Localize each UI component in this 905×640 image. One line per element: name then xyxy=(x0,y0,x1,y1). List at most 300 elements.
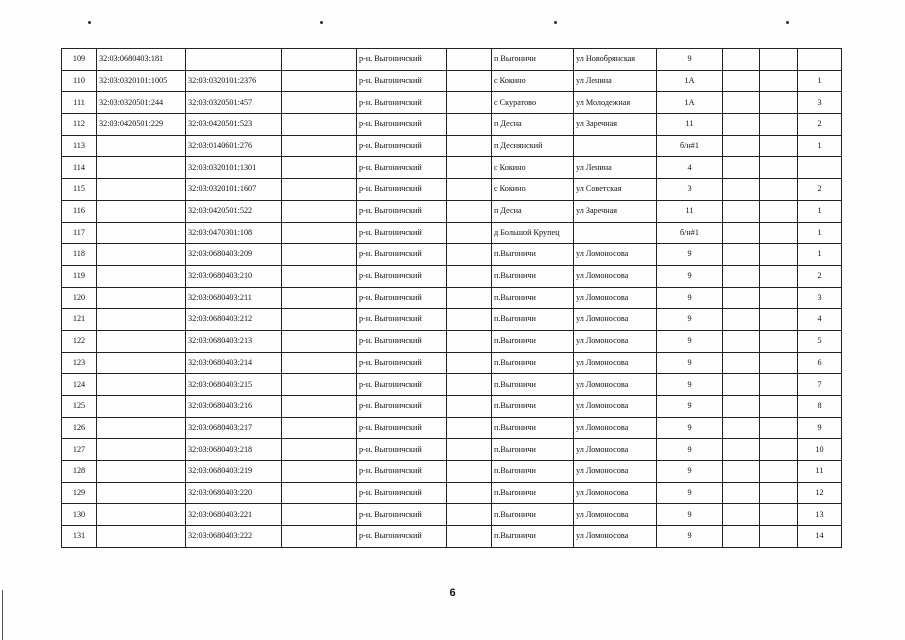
cell-cad2: 32:03:0680403:215 xyxy=(186,374,282,396)
cell-house: 9 xyxy=(657,374,723,396)
cell-cad2: 32:03:0680403:210 xyxy=(186,265,282,287)
cell-house: 9 xyxy=(657,330,723,352)
cell-last: 8 xyxy=(798,396,842,418)
cell-empty xyxy=(447,179,492,201)
cell-last: 11 xyxy=(798,461,842,483)
cell-cad2: 32:03:0680403:211 xyxy=(186,287,282,309)
cell-empty xyxy=(760,287,798,309)
cell-empty xyxy=(760,265,798,287)
cell-street: ул Ломоносова xyxy=(574,352,657,374)
cell-empty xyxy=(282,135,357,157)
cell-empty xyxy=(282,309,357,331)
cell-empty xyxy=(760,504,798,526)
cell-empty xyxy=(760,135,798,157)
cell-empty xyxy=(447,309,492,331)
cell-street: ул Ленина xyxy=(574,157,657,179)
cell-district: р-н. Выгоничский xyxy=(357,330,447,352)
cell-district: р-н. Выгоничский xyxy=(357,526,447,548)
cell-street: ул Ломоносова xyxy=(574,482,657,504)
cell-house: 9 xyxy=(657,396,723,418)
cell-district: р-н. Выгоничский xyxy=(357,374,447,396)
cell-empty xyxy=(760,179,798,201)
cell-settlement: п.Выгоничи xyxy=(492,265,574,287)
cell-house: 1А xyxy=(657,92,723,114)
cell-empty xyxy=(723,114,760,136)
table-row xyxy=(62,244,842,266)
cell-last: 2 xyxy=(798,114,842,136)
table-row xyxy=(62,417,842,439)
cell-street: ул Ломоносова xyxy=(574,396,657,418)
cell-n: 120 xyxy=(62,287,97,309)
cell-empty xyxy=(282,157,357,179)
cell-empty xyxy=(723,49,760,71)
cell-empty xyxy=(282,287,357,309)
cell-cad2: 32:03:0420501:523 xyxy=(186,114,282,136)
table-row xyxy=(62,92,842,114)
cell-empty xyxy=(723,222,760,244)
cell-street: ул Новобрянская xyxy=(574,49,657,71)
cell-house: 9 xyxy=(657,526,723,548)
cell-n: 117 xyxy=(62,222,97,244)
cell-empty xyxy=(723,265,760,287)
cell-cad1 xyxy=(97,157,186,179)
cell-n: 127 xyxy=(62,439,97,461)
cell-cad1 xyxy=(97,309,186,331)
cell-empty xyxy=(760,526,798,548)
cell-n: 115 xyxy=(62,179,97,201)
cell-cad2: 32:03:0320101:1301 xyxy=(186,157,282,179)
cell-house: 3 xyxy=(657,179,723,201)
cell-district: р-н. Выгоничский xyxy=(357,114,447,136)
cell-n: 126 xyxy=(62,417,97,439)
cell-empty xyxy=(447,200,492,222)
cell-district: р-н. Выгоничский xyxy=(357,504,447,526)
cell-empty xyxy=(723,439,760,461)
cell-cad1 xyxy=(97,396,186,418)
cell-empty xyxy=(760,114,798,136)
cell-cad1: 32:03:0420501:229 xyxy=(97,114,186,136)
cell-cad2: 32:03:0680403:213 xyxy=(186,330,282,352)
cell-cad2: 32:03:0470301:108 xyxy=(186,222,282,244)
cell-settlement: п.Выгоничи xyxy=(492,417,574,439)
cell-n: 114 xyxy=(62,157,97,179)
cell-empty xyxy=(447,461,492,483)
cell-empty xyxy=(447,526,492,548)
cell-district: р-н. Выгоничский xyxy=(357,439,447,461)
cell-n: 122 xyxy=(62,330,97,352)
cell-empty xyxy=(723,92,760,114)
cell-cad1 xyxy=(97,135,186,157)
cell-empty xyxy=(447,222,492,244)
cell-empty xyxy=(723,352,760,374)
cell-house: 9 xyxy=(657,265,723,287)
cell-street: ул Ломоносова xyxy=(574,244,657,266)
cell-settlement: п.Выгоничи xyxy=(492,309,574,331)
cell-district: р-н. Выгоничский xyxy=(357,482,447,504)
cell-cad2: 32:03:0680403:209 xyxy=(186,244,282,266)
cell-street xyxy=(574,135,657,157)
cell-house: 9 xyxy=(657,417,723,439)
cell-empty xyxy=(447,439,492,461)
cell-last: 3 xyxy=(798,92,842,114)
cell-district: р-н. Выгоничский xyxy=(357,352,447,374)
cell-n: 119 xyxy=(62,265,97,287)
cell-empty xyxy=(447,352,492,374)
table-row xyxy=(62,309,842,331)
cell-last: 1 xyxy=(798,222,842,244)
cell-district: р-н. Выгоничский xyxy=(357,396,447,418)
cell-cad2 xyxy=(186,49,282,71)
cell-cad1: 32:03:0320101:1005 xyxy=(97,70,186,92)
cell-empty xyxy=(723,396,760,418)
cell-cad1: 32:03:0680403:181 xyxy=(97,49,186,71)
cell-house: 9 xyxy=(657,309,723,331)
cell-empty xyxy=(760,309,798,331)
cell-empty xyxy=(447,244,492,266)
cell-street: ул Ломоносова xyxy=(574,526,657,548)
cell-n: 125 xyxy=(62,396,97,418)
cell-last: 4 xyxy=(798,309,842,331)
cell-empty xyxy=(282,482,357,504)
cell-cad2: 32:03:0680403:221 xyxy=(186,504,282,526)
cell-settlement: с Кокино xyxy=(492,157,574,179)
cell-house: 11 xyxy=(657,114,723,136)
cell-district: р-н. Выгоничский xyxy=(357,309,447,331)
cell-settlement: п.Выгоничи xyxy=(492,374,574,396)
cell-settlement: п Выгоничи xyxy=(492,49,574,71)
table-row xyxy=(62,374,842,396)
cell-settlement: п.Выгоничи xyxy=(492,439,574,461)
cell-street: ул Ломоносова xyxy=(574,461,657,483)
cell-empty xyxy=(282,526,357,548)
cell-last: 1 xyxy=(798,244,842,266)
page-number: 6 xyxy=(449,587,456,599)
cell-house: 9 xyxy=(657,244,723,266)
cell-cad2: 32:03:0680403:216 xyxy=(186,396,282,418)
cell-district: р-н. Выгоничский xyxy=(357,200,447,222)
cell-cad2: 32:03:0140601:276 xyxy=(186,135,282,157)
cell-street: ул Ломоносова xyxy=(574,309,657,331)
cell-empty xyxy=(723,330,760,352)
cell-settlement: п Десна xyxy=(492,200,574,222)
cell-empty xyxy=(282,244,357,266)
cell-settlement: п Десна xyxy=(492,114,574,136)
cell-empty xyxy=(282,439,357,461)
cell-last: 1 xyxy=(798,200,842,222)
cell-district: р-н. Выгоничский xyxy=(357,222,447,244)
cell-empty xyxy=(723,417,760,439)
cell-empty xyxy=(760,439,798,461)
cell-street: ул Ломоносова xyxy=(574,504,657,526)
cell-empty xyxy=(447,135,492,157)
cell-empty xyxy=(760,396,798,418)
cell-street: ул Заречная xyxy=(574,200,657,222)
cell-street: ул Молодежная xyxy=(574,92,657,114)
cell-empty xyxy=(447,49,492,71)
cell-cad2: 32:03:0320501:457 xyxy=(186,92,282,114)
cell-n: 109 xyxy=(62,49,97,71)
cell-settlement: с Кокино xyxy=(492,70,574,92)
table-row xyxy=(62,396,842,418)
cell-cad1 xyxy=(97,461,186,483)
cell-last xyxy=(798,157,842,179)
cell-empty xyxy=(282,352,357,374)
table-body xyxy=(62,49,842,548)
cell-empty xyxy=(282,92,357,114)
cell-empty xyxy=(723,526,760,548)
cell-last: 5 xyxy=(798,330,842,352)
cell-empty xyxy=(447,265,492,287)
table-row xyxy=(62,482,842,504)
cell-empty xyxy=(282,200,357,222)
cell-district: р-н. Выгоничский xyxy=(357,135,447,157)
table-row xyxy=(62,49,842,71)
cell-district: р-н. Выгоничский xyxy=(357,92,447,114)
cell-cad2: 32:03:0320101:1607 xyxy=(186,179,282,201)
cell-cad1 xyxy=(97,352,186,374)
cell-cad1 xyxy=(97,200,186,222)
cell-empty xyxy=(723,374,760,396)
cell-last: 1 xyxy=(798,70,842,92)
cell-house: 11 xyxy=(657,200,723,222)
cell-empty xyxy=(282,417,357,439)
cell-empty xyxy=(723,200,760,222)
cell-empty xyxy=(282,222,357,244)
cell-last: 6 xyxy=(798,352,842,374)
cell-cad1 xyxy=(97,439,186,461)
cell-empty xyxy=(447,417,492,439)
cell-n: 113 xyxy=(62,135,97,157)
cell-district: р-н. Выгоничский xyxy=(357,461,447,483)
cell-empty xyxy=(760,92,798,114)
cell-settlement: с Скуратово xyxy=(492,92,574,114)
cell-district: р-н. Выгоничский xyxy=(357,70,447,92)
cell-empty xyxy=(760,374,798,396)
cell-empty xyxy=(760,417,798,439)
cell-street xyxy=(574,222,657,244)
cell-cad1 xyxy=(97,287,186,309)
cell-n: 112 xyxy=(62,114,97,136)
cell-house: 9 xyxy=(657,352,723,374)
cell-last: 3 xyxy=(798,287,842,309)
scan-dot xyxy=(786,21,789,24)
cell-empty xyxy=(760,352,798,374)
cell-house: 9 xyxy=(657,439,723,461)
cell-settlement: с Кокино xyxy=(492,179,574,201)
cell-empty xyxy=(447,374,492,396)
cell-empty xyxy=(282,114,357,136)
scan-dot xyxy=(554,21,557,24)
cell-n: 131 xyxy=(62,526,97,548)
cell-n: 111 xyxy=(62,92,97,114)
table-row xyxy=(62,114,842,136)
cell-cad2: 32:03:0320101:2376 xyxy=(186,70,282,92)
cell-empty xyxy=(723,482,760,504)
cell-empty xyxy=(447,114,492,136)
table-row xyxy=(62,526,842,548)
cell-empty xyxy=(282,461,357,483)
cell-district: р-н. Выгоничский xyxy=(357,179,447,201)
cell-empty xyxy=(760,70,798,92)
cell-cad1 xyxy=(97,482,186,504)
table-row xyxy=(62,265,842,287)
cell-house: 9 xyxy=(657,504,723,526)
cell-empty xyxy=(760,222,798,244)
cell-empty xyxy=(723,504,760,526)
cell-last: 1 xyxy=(798,135,842,157)
cell-empty xyxy=(723,461,760,483)
table-row xyxy=(62,157,842,179)
cell-last: 2 xyxy=(798,179,842,201)
cell-empty xyxy=(447,70,492,92)
cell-cad2: 32:03:0420501:522 xyxy=(186,200,282,222)
cell-empty xyxy=(760,330,798,352)
cell-street: ул Ломоносова xyxy=(574,439,657,461)
cell-empty xyxy=(282,504,357,526)
cell-cad1 xyxy=(97,374,186,396)
cell-settlement: п.Выгоничи xyxy=(492,396,574,418)
cell-empty xyxy=(447,504,492,526)
cell-cad1 xyxy=(97,179,186,201)
cell-street: ул Ломоносова xyxy=(574,265,657,287)
cell-house: 1А xyxy=(657,70,723,92)
cell-cad1 xyxy=(97,244,186,266)
cell-last: 12 xyxy=(798,482,842,504)
cell-house: 9 xyxy=(657,482,723,504)
table-row xyxy=(62,70,842,92)
table-row xyxy=(62,504,842,526)
cell-settlement: п.Выгоничи xyxy=(492,526,574,548)
cell-last: 9 xyxy=(798,417,842,439)
cell-district: р-н. Выгоничский xyxy=(357,287,447,309)
cell-cad2: 32:03:0680403:220 xyxy=(186,482,282,504)
cell-house: б/н#1 xyxy=(657,222,723,244)
cell-n: 124 xyxy=(62,374,97,396)
cell-empty xyxy=(723,244,760,266)
cell-empty xyxy=(282,374,357,396)
cell-settlement: п.Выгоничи xyxy=(492,352,574,374)
cell-empty xyxy=(447,287,492,309)
cell-street: ул Советская xyxy=(574,179,657,201)
cell-empty xyxy=(447,396,492,418)
cell-empty xyxy=(723,70,760,92)
table-row xyxy=(62,135,842,157)
cell-settlement: п.Выгоничи xyxy=(492,287,574,309)
table-row xyxy=(62,222,842,244)
cell-settlement: п Деснянский xyxy=(492,135,574,157)
cell-last: 13 xyxy=(798,504,842,526)
cell-settlement: п.Выгоничи xyxy=(492,461,574,483)
cell-empty xyxy=(447,92,492,114)
cell-cad2: 32:03:0680403:222 xyxy=(186,526,282,548)
cell-street: ул Ломоносова xyxy=(574,417,657,439)
cell-district: р-н. Выгоничский xyxy=(357,265,447,287)
cell-cad2: 32:03:0680403:218 xyxy=(186,439,282,461)
cell-empty xyxy=(282,49,357,71)
cell-street: ул Ломоносова xyxy=(574,330,657,352)
table-row xyxy=(62,352,842,374)
scan-dot xyxy=(320,21,323,24)
cell-settlement: д Большой Крупец xyxy=(492,222,574,244)
table-row xyxy=(62,287,842,309)
table-row xyxy=(62,179,842,201)
cell-n: 123 xyxy=(62,352,97,374)
cell-n: 130 xyxy=(62,504,97,526)
cell-empty xyxy=(447,330,492,352)
cell-empty xyxy=(282,330,357,352)
cell-street: ул Заречная xyxy=(574,114,657,136)
cell-house: 9 xyxy=(657,461,723,483)
cell-empty xyxy=(282,265,357,287)
cell-last: 10 xyxy=(798,439,842,461)
cell-settlement: п.Выгоничи xyxy=(492,504,574,526)
cell-last: 2 xyxy=(798,265,842,287)
cell-cad1 xyxy=(97,265,186,287)
cell-empty xyxy=(760,244,798,266)
cell-settlement: п.Выгоничи xyxy=(492,244,574,266)
table-row xyxy=(62,200,842,222)
cell-empty xyxy=(447,157,492,179)
cell-house: б/н#1 xyxy=(657,135,723,157)
scan-dot xyxy=(88,21,91,24)
cell-empty xyxy=(723,179,760,201)
cell-last xyxy=(798,49,842,71)
cell-street: ул Ломоносова xyxy=(574,374,657,396)
cell-district: р-н. Выгоничский xyxy=(357,49,447,71)
cell-n: 121 xyxy=(62,309,97,331)
cell-empty xyxy=(282,70,357,92)
cell-cad2: 32:03:0680403:219 xyxy=(186,461,282,483)
cell-cad1 xyxy=(97,526,186,548)
cell-n: 129 xyxy=(62,482,97,504)
cell-street: ул Ленина xyxy=(574,70,657,92)
cell-settlement: п.Выгоничи xyxy=(492,330,574,352)
cell-house: 4 xyxy=(657,157,723,179)
cell-district: р-н. Выгоничский xyxy=(357,157,447,179)
cell-empty xyxy=(760,157,798,179)
cell-cad2: 32:03:0680403:217 xyxy=(186,417,282,439)
cell-empty xyxy=(447,482,492,504)
cell-empty xyxy=(282,396,357,418)
table-row xyxy=(62,439,842,461)
cell-empty xyxy=(760,482,798,504)
cell-empty xyxy=(723,309,760,331)
cell-cad1 xyxy=(97,504,186,526)
cell-cad1 xyxy=(97,330,186,352)
table-row xyxy=(62,461,842,483)
cell-cad2: 32:03:0680403:212 xyxy=(186,309,282,331)
table-row xyxy=(62,330,842,352)
cell-district: р-н. Выгоничский xyxy=(357,417,447,439)
cell-last: 7 xyxy=(798,374,842,396)
cell-cad2: 32:03:0680403:214 xyxy=(186,352,282,374)
cell-n: 128 xyxy=(62,461,97,483)
cell-empty xyxy=(282,179,357,201)
cell-cad1 xyxy=(97,222,186,244)
cell-district: р-н. Выгоничский xyxy=(357,244,447,266)
cell-empty xyxy=(760,49,798,71)
cadastral-table xyxy=(61,48,842,548)
cell-street: ул Ломоносова xyxy=(574,287,657,309)
cell-n: 118 xyxy=(62,244,97,266)
cell-cad1: 32:03:0320501:244 xyxy=(97,92,186,114)
cell-house: 9 xyxy=(657,49,723,71)
cell-n: 116 xyxy=(62,200,97,222)
cell-house: 9 xyxy=(657,287,723,309)
cell-empty xyxy=(760,200,798,222)
cell-empty xyxy=(760,461,798,483)
cell-empty xyxy=(723,157,760,179)
